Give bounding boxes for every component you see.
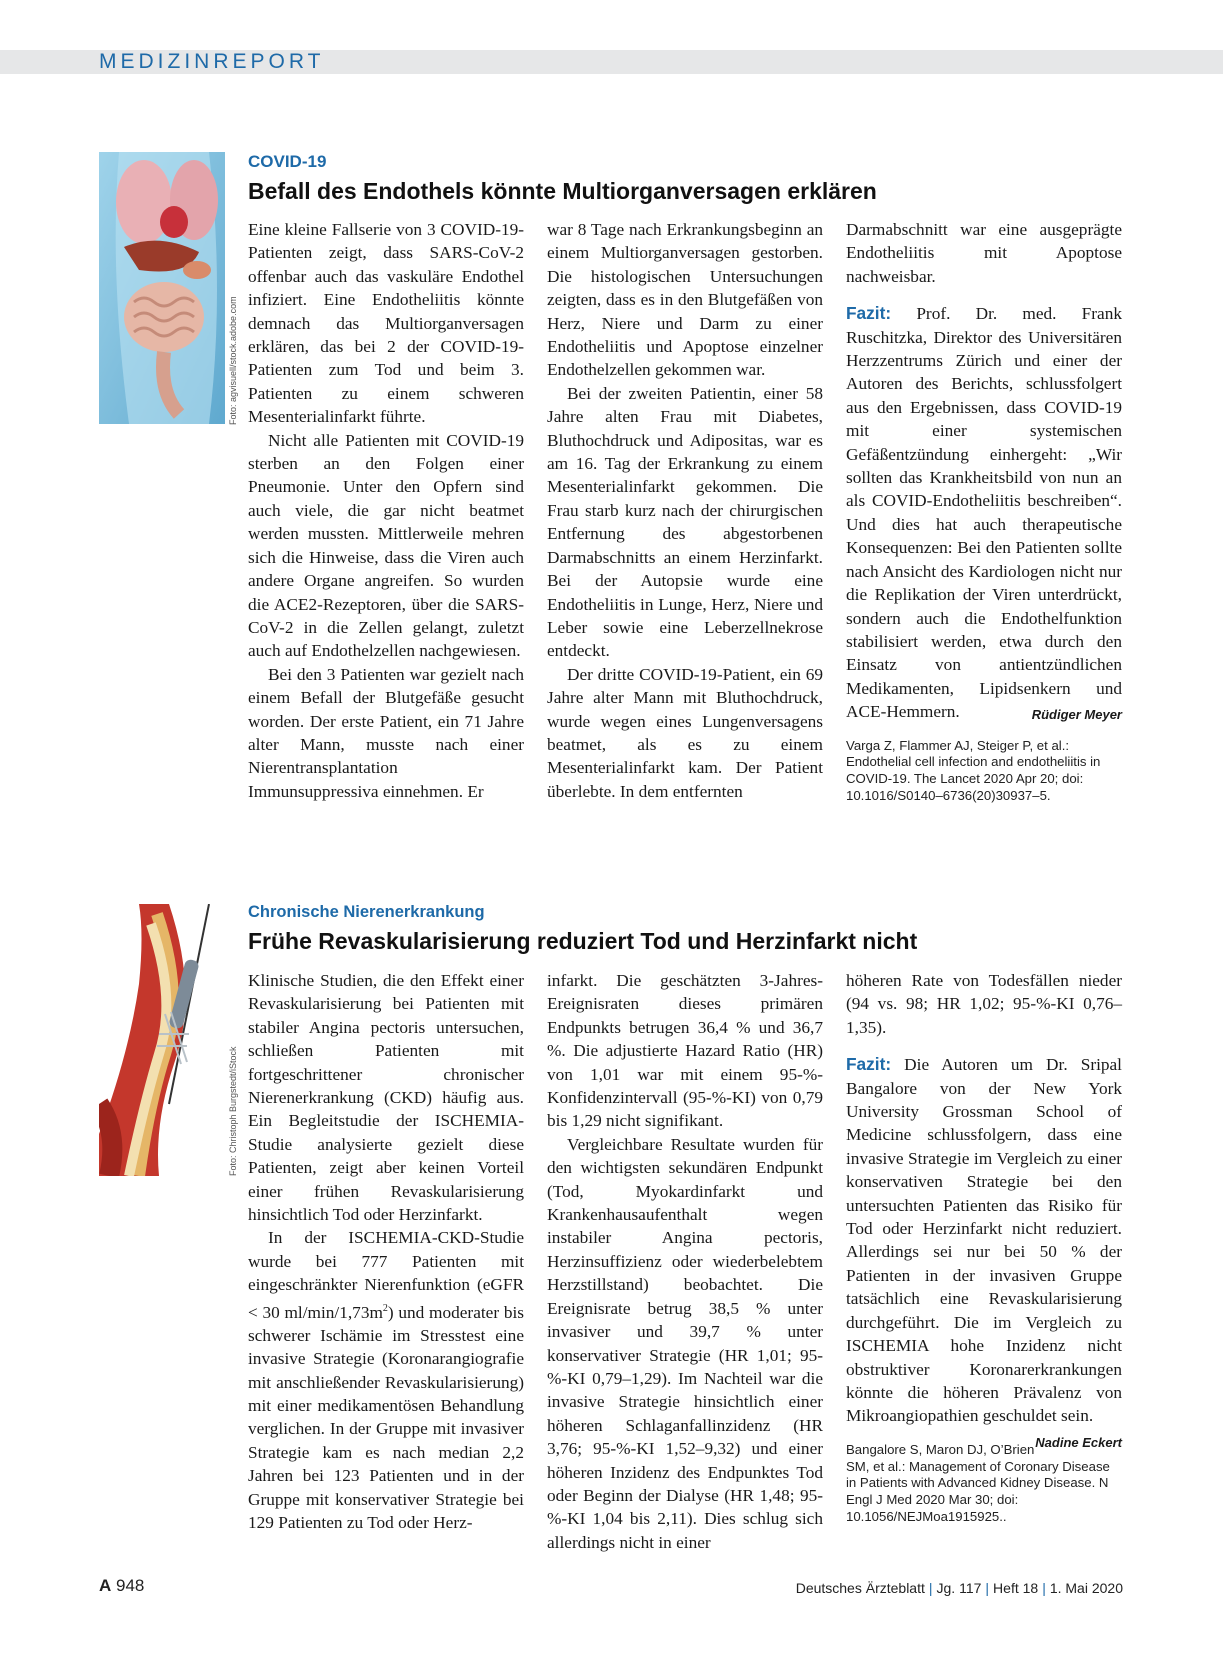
anatomy-illustration bbox=[99, 152, 225, 424]
section-title: MEDIZINREPORT bbox=[99, 50, 325, 73]
article1-headline: Befall des Endothels könnte Multiorganversagen erklären bbox=[248, 178, 877, 204]
paragraph: In der ISCHEMIA-CKD-Studie wurde bei 777 Patienten mit eingeschränkter Nierenfunktion (eGFR < 30 $ml/\min/1,73m^2$) und moderater bis schwerer Ischämie im Stresstest eine invasive Strategie (Koronarangiografie mit anschließender Revaskularisierung) mit einer medikamentösen Behandlung verglichen. In der Gruppe mit invasiver Strategie kam es nach median 2,2 Jahren bei 123 Patienten und in der Gruppe mit konservativer Strategie bei 129 Patienten zu Tod oder Herz- bbox=[248, 1228, 524, 1533]
fazit-text: Die Autoren um Dr. Sripal Bangalore von der New York University Grossman School of Medicine schlussfolgern, dass eine invasive Strategie im Vergleich zu einer konservativen Strategie bei den untersuchten Patienten das Risiko für Tod oder Herzinfarkt nicht reduziert. Allerdings sei nur bei 50 % der Patienten in der invasiven Gruppe tatsächlich eine Revaskularisierung durchgeführt. Die im Vergleich zu ISCHEMIA hohe Inzidenz nicht obstruktiver Koronarerkrankungen könnte die höheren Prävalenz von Mikroangiopathien geschuldet sein. bbox=[846, 1055, 1122, 1426]
article1-column-3 bbox=[846, 218, 1122, 805]
journal-name: Deutsches Ärzteblatt bbox=[795, 1580, 925, 1596]
article1-kicker: COVID-19 bbox=[248, 152, 327, 171]
paragraph: höheren Rate von Todesfällen nieder (94 vs. 98; HR 1,02; 95-%-KI 0,76–1,35). bbox=[846, 971, 1122, 1037]
fazit-paragraph bbox=[846, 1053, 1122, 1450]
journal-info: Deutsches Ärzteblatt | Jg. 117 | Heft 18 | 1. Mai 2020 bbox=[795, 1580, 1123, 1596]
fazit-paragraph bbox=[846, 302, 1122, 723]
stent-illustration bbox=[99, 904, 225, 1176]
paragraph: Bei der zweiten Patientin, einer 58 Jahre alten Frau mit Diabetes, Bluthochdruck und Adipositas, war es am 16. Tag der Erkrankung zu einem Mesenterialinfarkt gekommen. Die Frau starb kurz nach der chirurgischen Entfernung des abgestorbenen Darmabschnitts an einem Herzinfarkt. Bei der Autopsie wurde eine Endotheliitis in Lunge, Herz, Niere und Leber sowie eine Leberzellnekrose entdeckt. bbox=[547, 383, 823, 661]
fazit-label: Fazit: bbox=[846, 1054, 892, 1075]
article1-column-1 bbox=[248, 218, 524, 803]
article2-column-2 bbox=[547, 969, 823, 1554]
paragraph: Bei den 3 Patienten war gezielt nach einem Befall der Blutgefäße gesucht worden. Der erste Patient, ein 71 Jahre alter Mann, musste nach einer Nierentransplantation Immunsuppressiva einnehmen. Er bbox=[248, 664, 524, 801]
page-number: A 948 bbox=[99, 1576, 145, 1595]
journal-date: 1. Mai 2020 bbox=[1049, 1580, 1123, 1596]
paragraph: Vergleichbare Resultate wurden für den wichtigsten sekundären Endpunkt (Tod, Myokardinfarkt und Krankenhausaufenthalt wegen instabiler Angina pectoris, Herzinsuffizienz oder wiederbelebtem Herzstillstand) beobachtet. Die Ereignisrate betrug 38,5 % unter invasiver und 39,7 % unter konservativer Strategie (HR 1,01; 95-%-KI 0,79–1,29). Im Nachteil war die invasive Strategie hinsichtlich einer höheren Schlaganfallinzidenz (HR 3,76; 95-%-KI 1,52–9,32) und einer höheren Inzidenz des Endpunktes Tod oder Beginn der Dialyse (HR 1,48; 95-%-KI 1,04 bis 2,11). Dies schlug sich allerdings nicht in einer bbox=[547, 1134, 823, 1552]
article2-headline: Frühe Revaskularisierung reduziert Tod und Herzinfarkt nicht bbox=[248, 928, 918, 954]
article1-column-2 bbox=[547, 218, 823, 803]
paragraph: Nicht alle Patienten mit COVID-19 sterben an den Folgen einer Pneumonie. Unter den Opfern sind auch viele, die gar nicht beatmet werden mussten. Mittlerweile mehren sich die Hinweise, dass die Viren auch andere Organe angreifen. So wurden die ACE2-Rezeptoren, über die SARS-CoV-2 in die Zellen gelangt, zuletzt auch auf Endothelzellen nachgewiesen. bbox=[248, 430, 524, 661]
fazit-text: Prof. Dr. med. Frank Ruschitzka, Direktor des Universitären Herzzentrums Zürich und einer der Autoren des Berichts, schlussfolgert aus den Ergebnissen, dass COVID-19 mit einer systemischen Gefäßentzündung einhergeht: „Wir sollten das Krankheitsbild von nun an als COVID-Endotheliitis beschreiben“. Und dies hat auch therapeutische Konsequenzen: Bei den Patienten sollte nach Ansicht des Kardiologen nicht nur die Replikation der Viren unterdrückt, sondern auch die Endothelfunktion stabilisiert werden, etwa durch den Einsatz von antientzündlichen Medikamenten, Lipidsenkern und ACE-Hemmern. bbox=[846, 304, 1122, 722]
author: Nadine Eckert bbox=[1035, 1434, 1122, 1450]
author: Rüdiger Meyer bbox=[1031, 707, 1122, 723]
reference: Bangalore S, Maron DJ, O’Brien SM, et al.: Management of Coronary Disease in Patients with Advanced Kidney Disease. N Engl J Med 2020 Mar 30; doi: 10.1056/NEJMoa1915925.. bbox=[846, 1441, 1110, 1524]
journal-volume: Jg. 117 bbox=[936, 1580, 982, 1596]
paragraph: Klinische Studien, die den Effekt einer Revaskularisierung bei Patienten mit stabiler Angina pectoris untersuchen, schließen Patienten mit fortgeschrittener chronischer Nierenerkrankung (CKD) häufig aus. Ein Begleitstudie der ISCHEMIA-Studie analysierte gezielt diese Patienten, zeigt aber keinen Vorteil einer frühen Revaskularisierung hinsichtlich Tod oder Herzinfarkt. bbox=[248, 971, 524, 1225]
article2-column-1 bbox=[248, 969, 524, 1535]
article2-column-3 bbox=[846, 969, 1122, 1526]
photo-credit: Foto: agvisuell/stock.adobe.com bbox=[228, 296, 238, 425]
paragraph: Eine kleine Fallserie von 3 COVID-19-Patienten zeigt, dass SARS-CoV-2 offenbar auch das vaskuläre Endothel infiziert. Eine Endotheliitis könnte demnach das Multiorganversagen erklären, das bei 2 der COVID-19-Patienten zum Tod und beim 3. Patienten zu einem schweren Mesenterialinfarkt führte. bbox=[248, 220, 524, 427]
paragraph: infarkt. Die geschätzten 3-Jahres-Ereignisraten dieses primären Endpunkts betrugen 36,4 % und 36,7 %. Die adjustierte Hazard Ratio (HR) von 1,01 war mit einem 95-%-Konfidenzintervall (95-%-KI) von 0,79 bis 1,29 nicht signifikant. bbox=[547, 971, 823, 1131]
paragraph: Darmabschnitt war eine ausgeprägte Endotheliitis mit Apoptose nachweisbar. bbox=[846, 220, 1122, 286]
journal-issue: Heft 18 bbox=[993, 1580, 1039, 1596]
article2-kicker: Chronische Nierenerkrankung bbox=[248, 903, 485, 921]
photo-credit: Foto: Christoph Burgstedt/iStock bbox=[228, 1046, 238, 1176]
paragraph: Der dritte COVID-19-Patient, ein 69 Jahre alter Mann mit Bluthochdruck, wurde wegen eines Lungenversagens beatmet, als es zu einem Mesenterialinfarkt kam. Der Patient überlebte. In dem entfernten bbox=[547, 664, 823, 801]
fazit-label: Fazit: bbox=[846, 303, 892, 324]
reference: Varga Z, Flammer AJ, Steiger P, et al.: Endothelial cell infection and endotheliitis in COVID-19. The Lancet 2020 Apr 20; doi: 10.1016/S0140–6736(20)30937–5. bbox=[846, 737, 1101, 803]
paragraph: war 8 Tage nach Erkrankungsbeginn an einem Multiorganversagen gestorben. Die histologischen Untersuchungen zeigten, dass es in den Blutgefäßen von Herz, Niere und Darm zu einer Endotheliitis und Apoptose einzelner Endothelzellen gekommen war. bbox=[547, 220, 823, 380]
